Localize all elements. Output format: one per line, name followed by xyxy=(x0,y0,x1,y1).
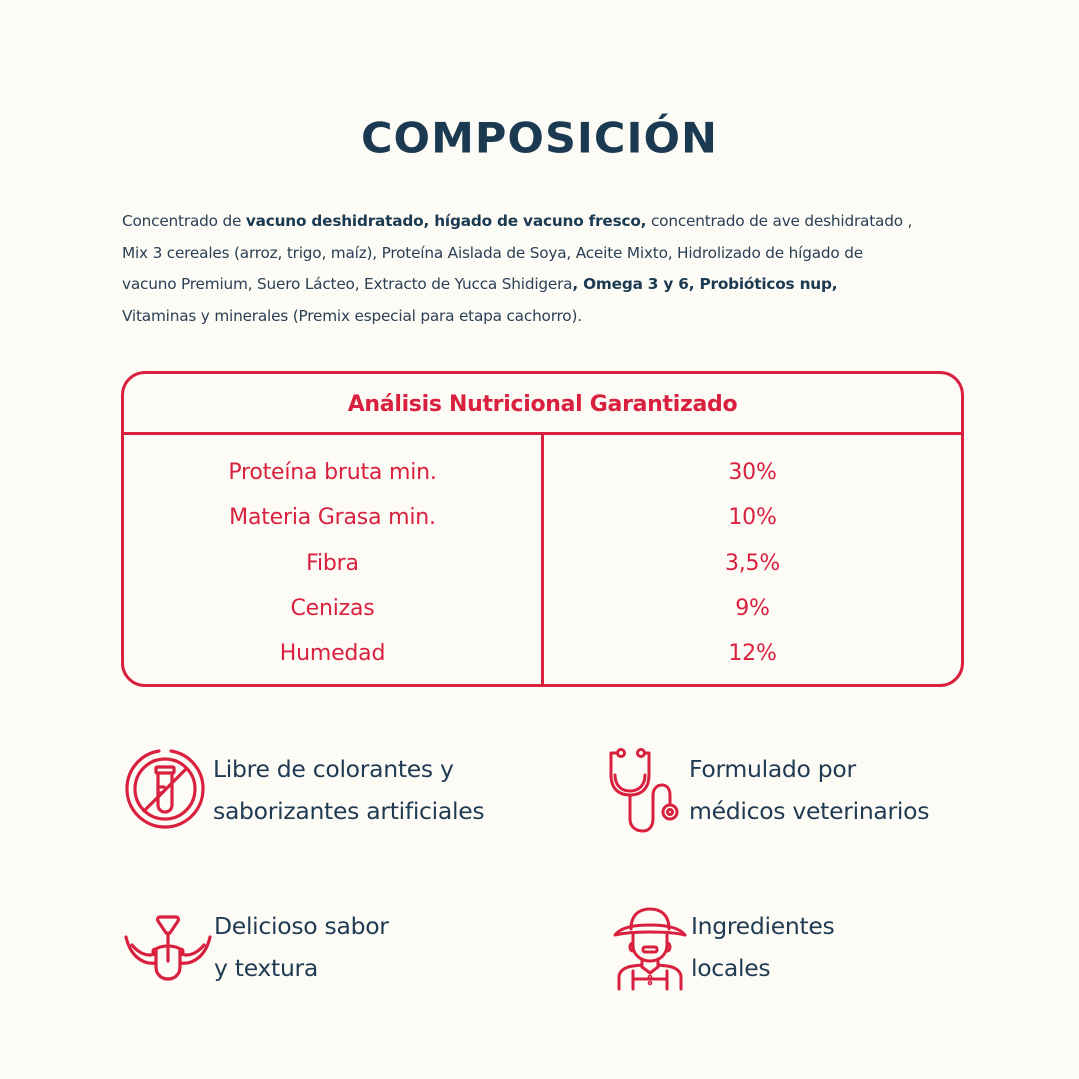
feature-line: saborizantes artificiales xyxy=(213,797,485,825)
feature-text xyxy=(214,905,389,989)
stethoscope-icon xyxy=(599,747,685,833)
nutrient-value: 10% xyxy=(728,505,777,531)
dog-mouth-icon xyxy=(122,905,212,985)
nutrient-label: Cenizas xyxy=(290,595,375,621)
nutrient-label: Proteína bruta min. xyxy=(228,460,437,485)
nutrient-labels-column xyxy=(124,450,541,676)
nutrient-value: 12% xyxy=(728,641,777,667)
nutrient-label: Humedad xyxy=(279,641,386,667)
composition-text xyxy=(122,206,1002,332)
feature-line: Delicioso sabor xyxy=(214,912,389,940)
nutrient-value: 9% xyxy=(735,595,770,621)
feature-no-artificial xyxy=(123,747,484,832)
feature-local-ingredients xyxy=(611,905,834,991)
composition-segment-bold: , Omega 3 y 6, Probióticos nup, xyxy=(572,275,838,293)
feature-line: Formulado por xyxy=(689,755,856,783)
nutrition-table-header xyxy=(124,374,961,435)
composition-line-1 xyxy=(122,206,1002,238)
feature-text xyxy=(213,748,484,832)
feature-text xyxy=(689,748,929,832)
composition-line-2: Mix 3 cereales (arroz, trigo, maíz), Proteína Aislada de Soya, Aceite Mixto, Hidrolizado de hígado de xyxy=(122,243,863,262)
nutrient-values-column xyxy=(544,450,961,676)
nutrient-value: 30% xyxy=(728,460,777,485)
feature-line: locales xyxy=(691,954,771,982)
feature-line: Libre de colorantes y xyxy=(213,755,454,783)
feature-vet-formulated xyxy=(599,747,929,833)
composition-segment: concentrado de ave deshidratado , xyxy=(646,212,913,230)
nutrient-label: Fibra xyxy=(306,550,359,576)
feature-line: Ingredientes xyxy=(691,912,835,940)
feature-line: médicos veterinarios xyxy=(689,797,930,825)
composition-segment: Concentrado de xyxy=(122,212,246,230)
composition-segment: vacuno Premium, Suero Lácteo, Extracto de Yucca Shidigera xyxy=(122,275,573,293)
feature-taste xyxy=(122,905,389,989)
farmer-icon xyxy=(611,905,689,991)
feature-text xyxy=(691,905,834,989)
composition-segment-bold: vacuno deshidratado, hígado de vacuno fresco, xyxy=(245,212,647,230)
nutrient-label: Materia Grasa min. xyxy=(229,505,436,531)
composition-line-4: Vitaminas y minerales (Premix especial para etapa cachorro). xyxy=(122,306,582,325)
nutrition-table xyxy=(121,371,964,687)
nutrition-table-title: Análisis Nutricional Garantizado xyxy=(347,391,738,417)
no-artificial-colors-icon xyxy=(123,747,207,831)
nutrient-value: 3,5% xyxy=(724,550,781,576)
page-title: COMPOSICIÓN xyxy=(360,114,719,164)
feature-line: y textura xyxy=(214,954,319,982)
composition-line-3 xyxy=(122,269,1002,301)
